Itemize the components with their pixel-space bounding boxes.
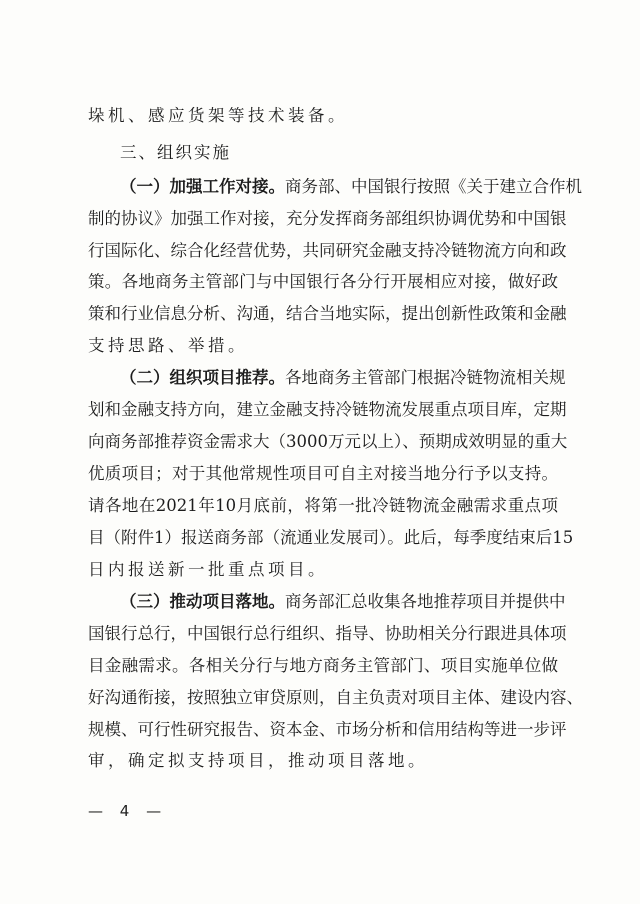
- paragraph-3-line: 国银行总行，中国银行总行组织、指导、协助相关分行跟进具体项: [88, 624, 567, 643]
- paragraph-3-first-line-text: 商务部汇总收集各地推荐项目并提供中: [285, 592, 566, 611]
- paragraph-2-first-line-text: 各地商务主管部门根据冷链物流相关规: [285, 368, 566, 387]
- paragraph-2-line: 目（附件1）报送商务部（流通业发展司）。此后，每季度结束后15: [88, 528, 574, 547]
- paragraph-1-first-line: [120, 172, 582, 202]
- paragraph-3-line: 目金融需求。各相关分行与地方商务主管部门、项目实施单位做: [88, 656, 558, 675]
- paragraph-2-line: 划和金融支持方向，建立金融支持冷链物流发展重点项目库，定期: [88, 400, 567, 419]
- paragraph-1-lead: （一）加强工作对接。: [120, 177, 285, 196]
- paragraph-2-line: 向商务部推荐资金需求大（3000万元以上）、预期成效明显的重大: [88, 432, 568, 451]
- paragraph-1-line: 制的协议》加强工作对接，充分发挥商务部组织协调优势和中国银: [88, 209, 567, 228]
- section-heading: 三、组织实施: [120, 143, 231, 162]
- paragraph-2-lead: （二）组织项目推荐。: [120, 368, 285, 387]
- paragraph-1-line: 支持思路、举措。: [88, 336, 248, 355]
- paragraph-3-line: 好沟通衔接，按照独立审贷原则，自主负责对项目主体、建设内容、: [88, 688, 583, 707]
- page-number: — 4 —: [88, 802, 168, 820]
- paragraph-3-line: 审，确定拟支持项目，推动项目落地。: [88, 751, 428, 770]
- paragraph-2-first-line: [120, 363, 566, 393]
- paragraph-1-line: 策和行业信息分析、沟通，结合当地实际，提出创新性政策和金融: [88, 304, 567, 323]
- paragraph-3-line: 规模、可行性研究报告、资本金、市场分析和信用结构等进一步评: [88, 720, 567, 739]
- paragraph-1-line: 策。各地商务主管部门与中国银行各分行开展相应对接，做好政: [88, 272, 558, 291]
- paragraph-2-line: 优质项目；对于其他常规性项目可自主对接当地分行予以支持。: [88, 464, 558, 483]
- paragraph-3-first-line: [120, 587, 566, 617]
- paragraph-1-line: 行国际化、综合化经营优势，共同研究金融支持冷链物流方向和政: [88, 241, 567, 260]
- continuation-line: 垛机、感应货架等技术装备。: [88, 106, 348, 125]
- paragraph-2-line: 请各地在2021年10月底前，将第一批冷链物流金融需求重点项: [88, 496, 558, 515]
- paragraph-1-first-line-text: 商务部、中国银行按照《关于建立合作机: [285, 177, 582, 196]
- paragraph-2-line: 日内报送新一批重点项目。: [88, 560, 328, 579]
- paragraph-3-lead: （三）推动项目落地。: [120, 592, 285, 611]
